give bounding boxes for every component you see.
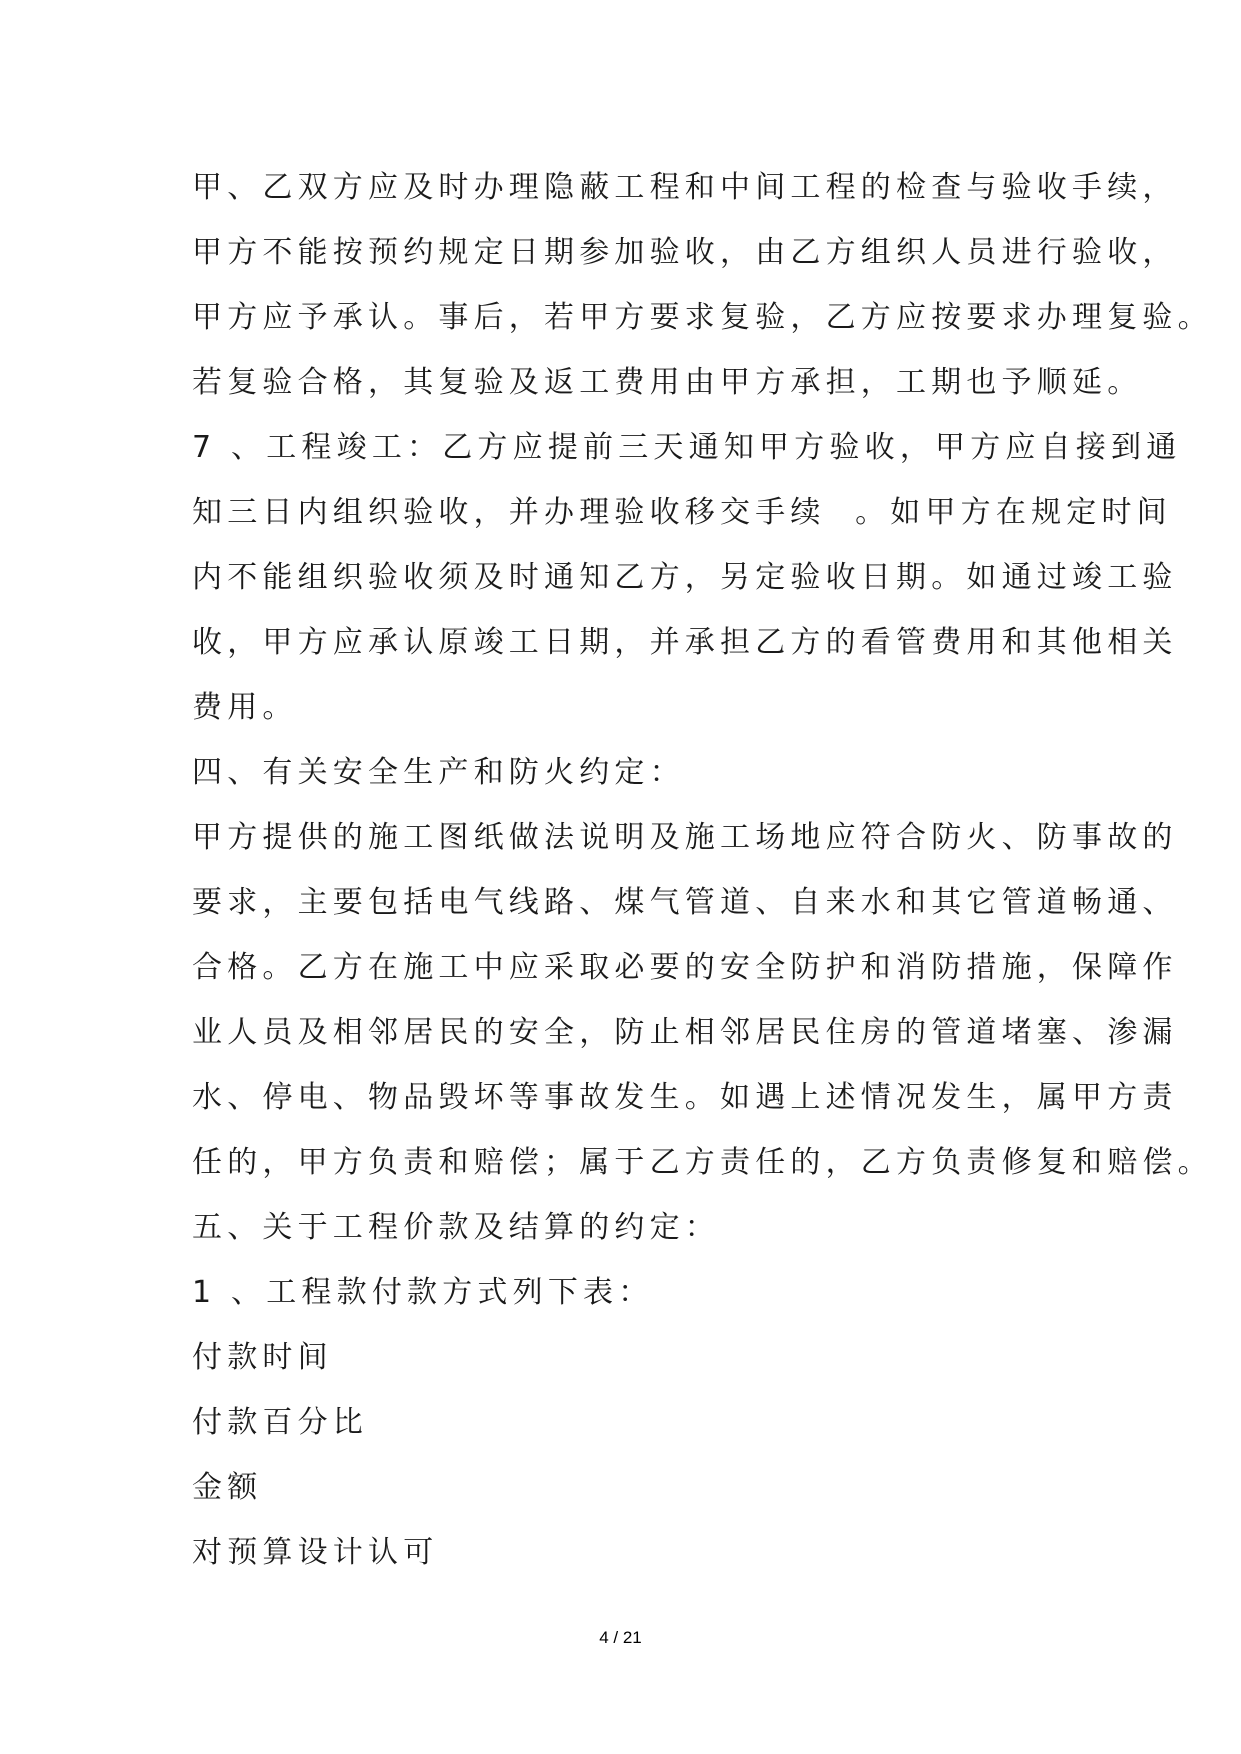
text-line: 知三日内组织验收，并办理验收移交手续 。如甲方在规定时间 (192, 495, 1172, 530)
text-line: 甲方应予承认。事后，若甲方要求复验，乙方应按要求办理复验。 (192, 300, 1213, 335)
text-line: 业人员及相邻居民的安全，防止相邻居民住房的管道堵塞、渗漏 (192, 1015, 1178, 1050)
text-line: 内不能组织验收须及时通知乙方，另定验收日期。如通过竣工验 (192, 560, 1178, 595)
text-line: 若复验合格，其复验及返工费用由甲方承担，工期也予顺延。 (192, 365, 1143, 400)
text-line: 任的，甲方负责和赔偿；属于乙方责任的，乙方负责修复和赔偿。 (192, 1145, 1213, 1180)
section-heading: 四、有关安全生产和防火约定： (192, 755, 685, 790)
text-line: 甲方提供的施工图纸做法说明及施工场地应符合防火、防事故的 (192, 820, 1178, 855)
section-heading: 五、关于工程价款及结算的约定： (192, 1210, 720, 1245)
text-line: 1 、工程款付款方式列下表： (192, 1275, 654, 1310)
text-line: 甲、乙双方应及时办理隐蔽工程和中间工程的检查与验收手续， (192, 170, 1178, 205)
table-cell-text: 付款百分比 (192, 1405, 368, 1440)
text-line: 水、停电、物品毁坏等事故发生。如遇上述情况发生，属甲方责 (192, 1080, 1178, 1115)
text-line: 收，甲方应承认原竣工日期，并承担乙方的看管费用和其他相关 (192, 625, 1178, 660)
text-line: 7 、工程竣工：乙方应提前三天通知甲方验收，甲方应自接到通 (192, 430, 1182, 465)
table-cell-text: 金额 (192, 1470, 263, 1505)
text-line: 合格。乙方在施工中应采取必要的安全防护和消防措施，保障作 (192, 950, 1178, 985)
page-number: 4 / 21 (599, 1628, 642, 1647)
table-cell-text: 对预算设计认可 (192, 1535, 439, 1570)
text-line: 费用。 (192, 690, 298, 725)
table-cell-text: 付款时间 (192, 1340, 333, 1375)
text-line: 甲方不能按预约规定日期参加验收，由乙方组织人员进行验收， (192, 235, 1178, 270)
text-line: 要求，主要包括电气线路、煤气管道、自来水和其它管道畅通、 (192, 885, 1178, 920)
